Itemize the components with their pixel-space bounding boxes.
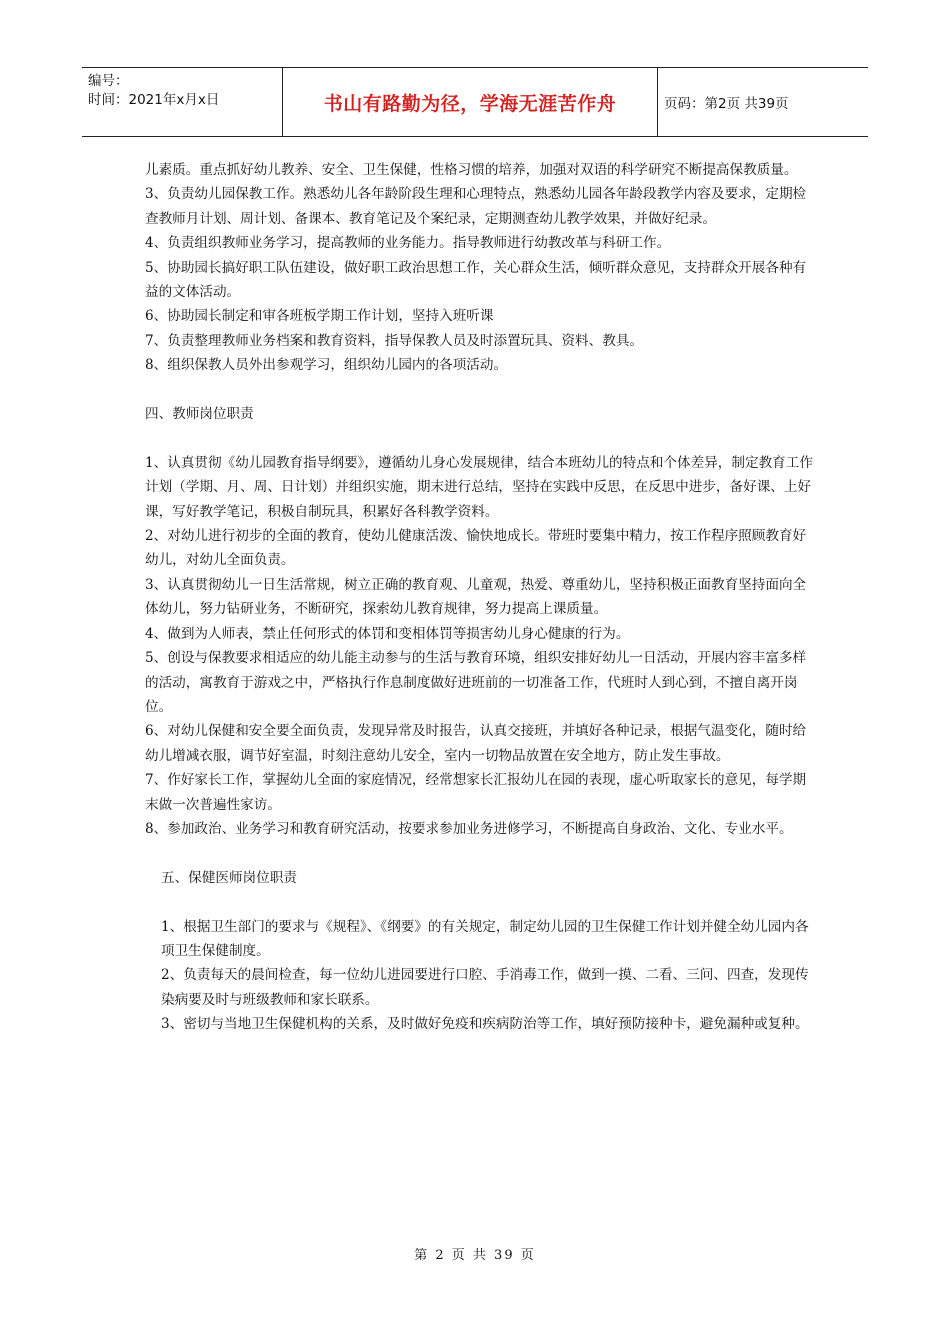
paragraph: 7、负责整理教师业务档案和教育资料，指导保教人员及时添置玩具、资料、教具。: [145, 332, 644, 349]
doc-time-label: 时间：2021年x月x日: [88, 92, 220, 108]
paragraph: 3、负责幼儿园保教工作。熟悉幼儿各年龄阶段生理和心理特点，熟悉幼儿园各年龄段教学内容及要求，定期检查教师月计划、周计划、备课本、教育笔记及个案纪录，定期测查幼儿教学效果，并做好纪录。: [145, 186, 807, 227]
paragraph: 2、负责每天的晨间检查，每一位幼儿进园要进行口腔、手消毒工作，做到一摸、二看、三问、四查，发现传染病要及时与班级教师和家长联系。: [161, 967, 809, 1008]
section-heading: 五、保健医师岗位职责: [161, 869, 297, 886]
header-meta: [82, 68, 283, 136]
paragraph: 1、根据卫生部门的要求与《规程》、《纲要》的有关规定，制定幼儿园的卫生保健工作计划并健全幼儿园内各项卫生保健制度。: [161, 918, 809, 959]
header-motto: 书山有路勤为径，学海无涯苦作舟: [283, 68, 658, 136]
paragraph: 2、对幼儿进行初步的全面的教育，使幼儿健康活泼、愉快地成长。带班时要集中精力，按工作程序照顾教育好幼儿，对幼儿全面负责。: [145, 528, 807, 569]
paragraph: 7、作好家长工作，掌握幼儿全面的家庭情况，经常想家长汇报幼儿在园的表现，虚心听取家长的意见，每学期末做一次普遍性家访。: [145, 772, 807, 813]
paragraph: 4、做到为人师表，禁止任何形式的体罚和变相体罚等损害幼儿身心健康的行为。: [145, 625, 630, 642]
paragraph: 4、负责组织教师业务学习，提高教师的业务能力。指导教师进行幼教改革与科研工作。: [145, 235, 671, 252]
paragraph: 1、认真贯彻《幼儿园教育指导纲要》，遵循幼儿身心发展规律，结合本班幼儿的特点和个体差异，制定教育工作计划（学期、月、周、日计划）并组织实施，期末进行总结，坚持在实践中反思，在反思中进步，备好课、上好课，写好教学笔记，积极自制玩具，积累好各科教学资料。: [145, 454, 813, 520]
paragraph: 8、组织保教人员外出参观学习，组织幼儿园内的各项活动。: [145, 357, 508, 374]
paragraph: 5、创设与保教要求相适应的幼儿能主动参与的生活与教育环境，组织安排好幼儿一日活动，开展内容丰富多样的活动，寓教育于游戏之中，严格执行作息制度做好进班前的一切准备工作，代班时人到心到，不擅自离开岗位。: [145, 650, 807, 715]
header-page-label: 页码：第2页 共39页: [664, 96, 789, 112]
paragraph: 儿素质。重点抓好幼儿教养、安全、卫生保健，性格习惯的培养，加强对双语的科学研究不断提高保教质量。: [145, 162, 798, 178]
section-heading: 四、教师岗位职责: [145, 406, 254, 423]
paragraph: 6、协助园长制定和审各班板学期工作计划，坚持入班听课: [145, 308, 494, 325]
page-header: [82, 67, 868, 137]
paragraph: 8、参加政治、业务学习和教育研究活动，按要求参加业务进修学习，不断提高自身政治、文化、专业水平。: [145, 820, 793, 837]
doc-code-label: 编号：: [88, 73, 129, 89]
document-body: [145, 158, 813, 1037]
paragraph: 3、密切与当地卫生保健机构的关系，及时做好免疫和疾病防治等工作，填好预防接种卡，避免漏种或复种。: [161, 1016, 809, 1033]
paragraph: 3、认真贯彻幼儿一日生活常规，树立正确的教育观、儿童观，热爱、尊重幼儿，坚持积极正面教育坚持面向全体幼儿，努力钻研业务，不断研究，探索幼儿教育规律，努力提高上课质量。: [145, 576, 807, 618]
page-footer: 第 2 页 共 39 页: [414, 1248, 536, 1263]
paragraph: 5、协助园长搞好职工队伍建设，做好职工政治思想工作，关心群众生活，倾听群众意见，支持群众开展各种有益的文体活动。: [145, 259, 807, 301]
paragraph: 6、对幼儿保健和安全要全面负责，发现异常及时报告，认真交接班，并填好各种记录，根据气温变化，随时给幼儿增减衣服，调节好室温，时刻注意幼儿安全，室内一切物品放置在安全地方，防止发生事故。: [145, 723, 807, 764]
